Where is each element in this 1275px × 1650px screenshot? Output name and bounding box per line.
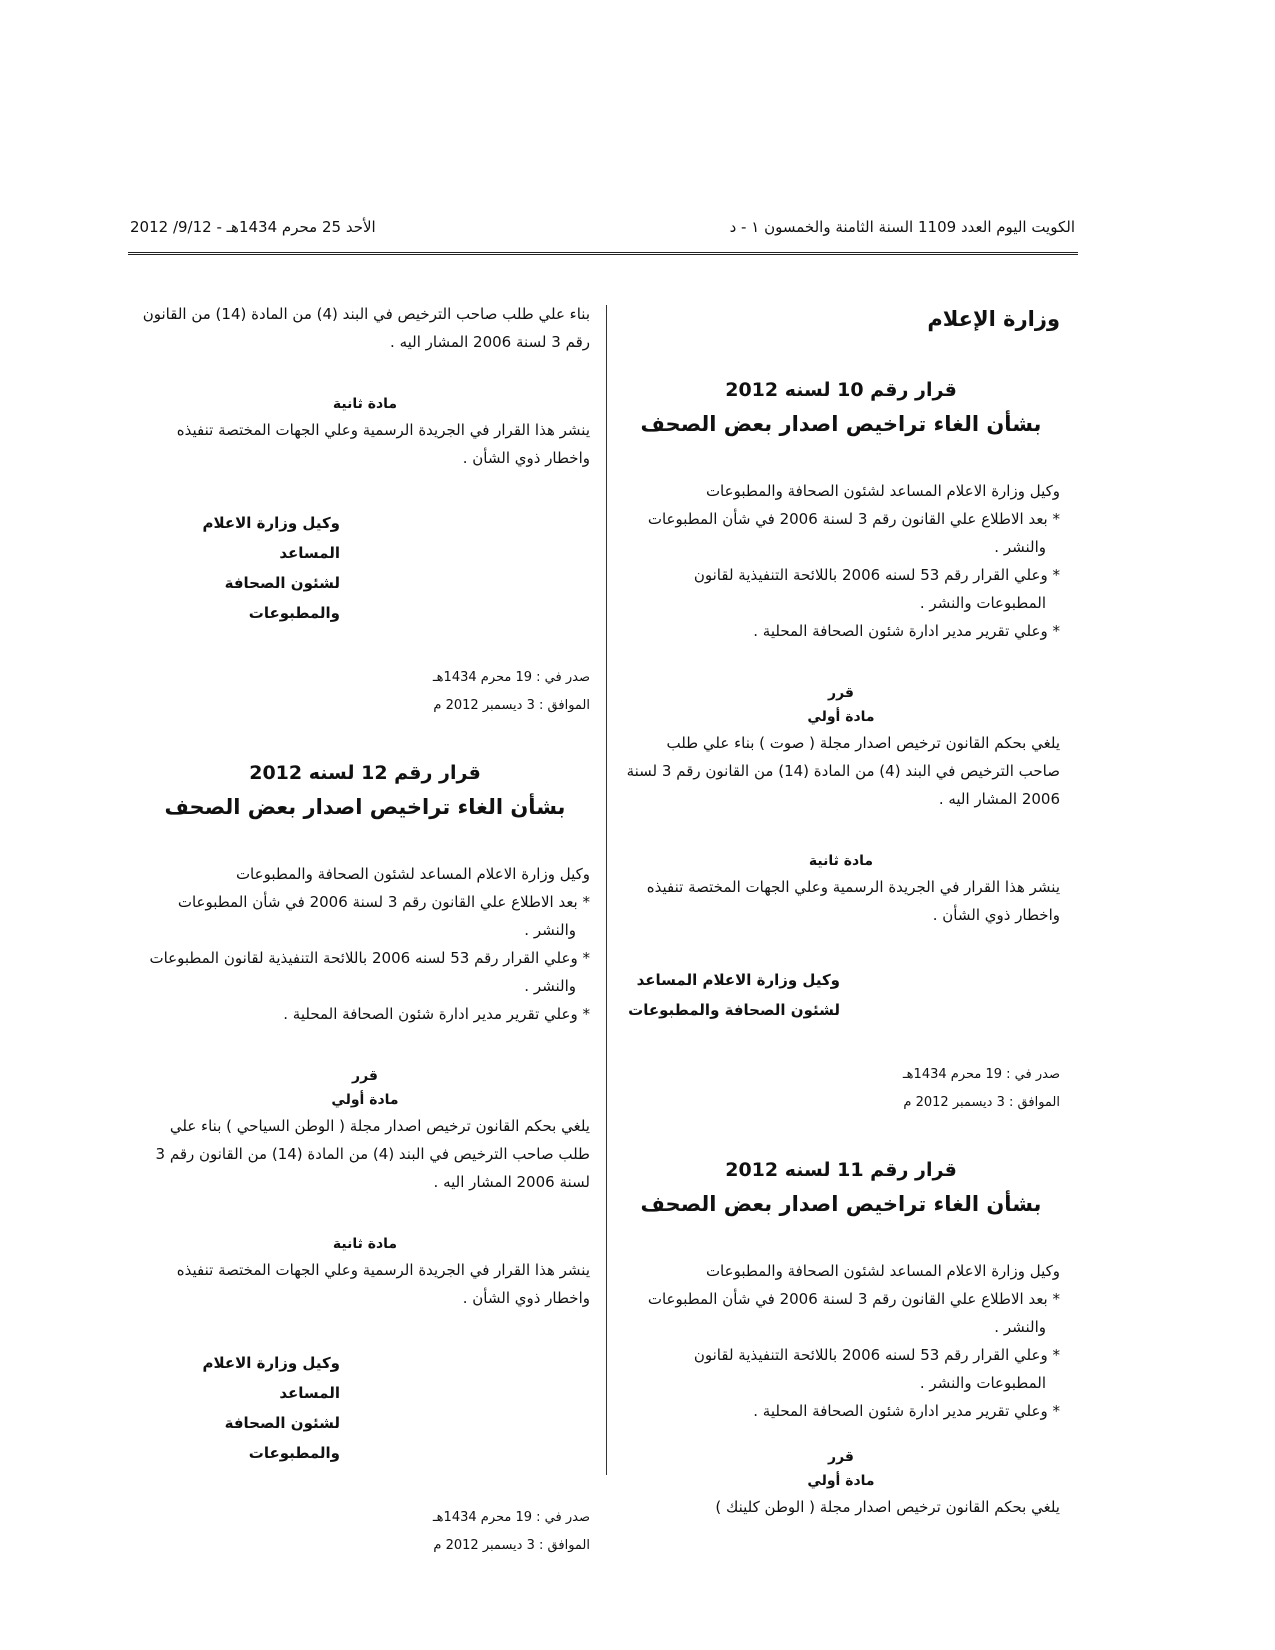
article-1-title: مادة أولي	[331, 1092, 399, 1108]
decision-subtitle: بشأن الغاء تراخيص اصدار بعض الصحف	[164, 795, 566, 819]
preamble-item: * وعلي تقرير مدير ادارة شئون الصحافة المحلية .	[753, 1402, 1060, 1420]
issued-date: صدر في : 19 محرم 1434هـ	[432, 670, 590, 685]
decision-title: قرار رقم 10 لسنه 2012	[725, 379, 957, 401]
decision-12	[140, 756, 590, 1560]
column-divider	[606, 305, 607, 1475]
decision-subtitle: بشأن الغاء تراخيص اصدار بعض الصحف	[640, 412, 1042, 436]
article-1-title: مادة أولي	[807, 1473, 875, 1489]
preamble-item: * بعد الاطلاع علي القانون رقم 3 لسنة 2006 في شأن المطبوعات والنشر .	[177, 893, 590, 939]
decision-title: قرار رقم 12 لسنه 2012	[249, 762, 481, 784]
issued-date: صدر في : 19 محرم 1434هـ	[432, 1510, 590, 1525]
right-column	[622, 305, 1060, 1521]
article-1-text: يلغي بحكم القانون ترخيص اصدار مجلة ( الوطن كلينك )	[715, 1498, 1060, 1516]
preamble-item: * وعلي القرار رقم 53 لسنه 2006 باللائحة التنفيذية لقانون المطبوعات والنشر .	[149, 949, 590, 995]
preamble-item: * وعلي تقرير مدير ادارة شئون الصحافة المحلية .	[283, 1005, 590, 1023]
article-2-text: ينشر هذا القرار في الجريدة الرسمية وعلي الجهات المختصة تنفيذه واخطار ذوي الشأن .	[176, 421, 590, 467]
article-2-text: ينشر هذا القرار في الجريدة الرسمية وعلي الجهات المختصة تنفيذه واخطار ذوي الشأن .	[646, 878, 1060, 924]
signatory-title: وكيل وزارة الاعلام المساعد	[202, 514, 340, 562]
article-2-title: مادة ثانية	[332, 1236, 398, 1252]
equivalent-date: الموافق : 3 ديسمبر 2012 م	[433, 698, 590, 713]
article-1-text: يلغي بحكم القانون ترخيص اصدار مجلة ( الوطن السياحي ) بناء علي طلب صاحب الترخيص في البند (4) من المادة (14) من القانون رقم 3 لسنة 2006 المشار اليه .	[155, 1117, 590, 1191]
header-rule	[128, 252, 1078, 255]
article-1-title: مادة أولي	[807, 709, 875, 725]
signatory-dept: لشئون الصحافة والمطبوعات	[628, 1001, 840, 1019]
decision-11	[622, 1153, 1060, 1521]
article-2-title: مادة ثانية	[332, 396, 398, 412]
issuer-line: وكيل وزارة الاعلام المساعد لشئون الصحافة والمطبوعات	[705, 482, 1060, 500]
signatory-title: وكيل وزارة الاعلام المساعد	[202, 1354, 340, 1402]
signatory-dept: لشئون الصحافة والمطبوعات	[224, 1414, 340, 1462]
article-1-continued: بناء علي طلب صاحب الترخيص في البند (4) من المادة (14) من القانون رقم 3 لسنة 2006 المشار اليه .	[142, 305, 590, 351]
issuer-line: وكيل وزارة الاعلام المساعد لشئون الصحافة والمطبوعات	[235, 865, 590, 883]
preamble-item: * وعلي القرار رقم 53 لسنه 2006 باللائحة التنفيذية لقانون المطبوعات والنشر .	[693, 1346, 1060, 1392]
issued-date: صدر في : 19 محرم 1434هـ	[902, 1067, 1060, 1082]
decided-label: قرر	[828, 1449, 854, 1465]
decided-label: قرر	[828, 685, 854, 701]
equivalent-date: الموافق : 3 ديسمبر 2012 م	[903, 1095, 1060, 1110]
left-column	[140, 300, 590, 1560]
article-1-text: يلغي بحكم القانون ترخيص اصدار مجلة ( صوت ) بناء علي طلب صاحب الترخيص في البند (4) من المادة (14) من القانون رقم 3 لسنة 2006 المشار اليه .	[626, 734, 1060, 808]
equivalent-date: الموافق : 3 ديسمبر 2012 م	[433, 1538, 590, 1553]
header-date: الأحد 25 محرم 1434هـ - 9/12/ 2012	[130, 218, 376, 236]
preamble-item: * بعد الاطلاع علي القانون رقم 3 لسنة 2006 في شأن المطبوعات والنشر .	[647, 1290, 1060, 1336]
decision-subtitle: بشأن الغاء تراخيص اصدار بعض الصحف	[640, 1192, 1042, 1216]
preamble-item: * وعلي تقرير مدير ادارة شئون الصحافة المحلية .	[753, 622, 1060, 640]
signatory-dept: لشئون الصحافة والمطبوعات	[224, 574, 340, 622]
article-2-title: مادة ثانية	[808, 853, 874, 869]
article-2-text: ينشر هذا القرار في الجريدة الرسمية وعلي الجهات المختصة تنفيذه واخطار ذوي الشأن .	[176, 1261, 590, 1307]
header-issue-info: الكويت اليوم العدد 1109 السنة الثامنة والخمسون ١ - د	[729, 218, 1075, 236]
signatory-title: وكيل وزارة الاعلام المساعد	[636, 971, 840, 989]
decision-title: قرار رقم 11 لسنه 2012	[725, 1159, 957, 1181]
decided-label: قرر	[352, 1068, 378, 1084]
decision-10	[622, 373, 1060, 1117]
decision-11-continued	[140, 300, 590, 720]
issuer-line: وكيل وزارة الاعلام المساعد لشئون الصحافة والمطبوعات	[705, 1262, 1060, 1280]
preamble-item: * وعلي القرار رقم 53 لسنه 2006 باللائحة التنفيذية لقانون المطبوعات والنشر .	[693, 566, 1060, 612]
preamble-item: * بعد الاطلاع علي القانون رقم 3 لسنة 2006 في شأن المطبوعات والنشر .	[647, 510, 1060, 556]
ministry-heading: وزارة الإعلام	[927, 307, 1060, 331]
